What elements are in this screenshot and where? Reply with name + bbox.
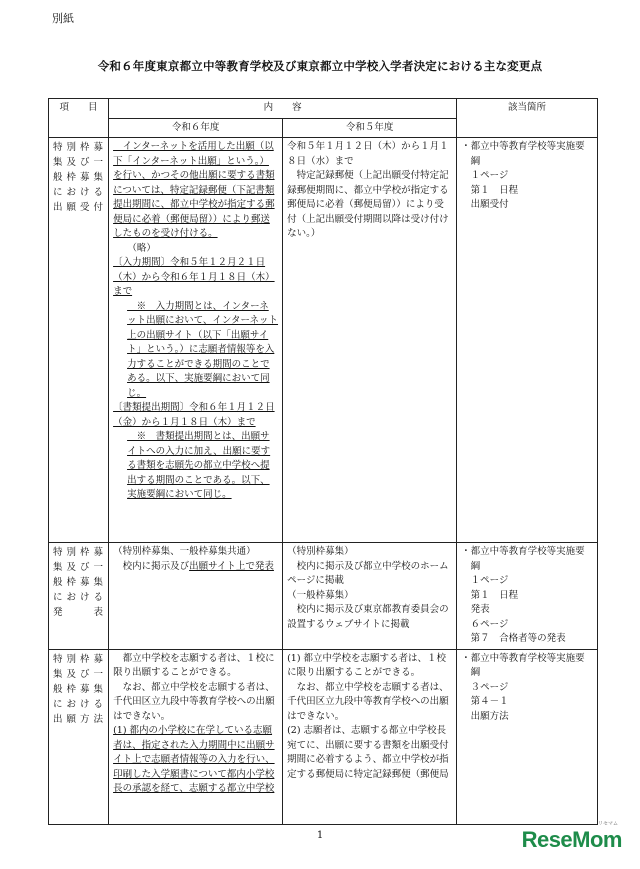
location-cell: [457, 649, 598, 824]
r6-content-cell: [109, 543, 283, 650]
paragraph: インターネットを活用した出願（以下「インターネット出願」という。）を行い、かつその他出願に要する書類については、特定記録郵便（下記書類提出期間に、都立中学校が指定する郵便局に必着（郵便局留））により郵送したものを受け付ける。: [113, 141, 275, 239]
paragraph: なお、都立中学校を志願する者は、千代田区立九段中等教育学校への出願はできない。: [113, 681, 275, 722]
header-item: 項 目: [49, 99, 109, 138]
location-line: 第７ 合格者等の発表: [461, 633, 566, 644]
location-line: 第１ 日程: [461, 184, 519, 196]
r5-content-cell: [283, 649, 457, 824]
page-number: 1: [316, 830, 324, 841]
location-line: 第４－１: [461, 696, 509, 707]
location-line: 出願方法: [461, 710, 509, 722]
location-line: 第１ 日程: [461, 589, 519, 601]
location-line: 綱: [461, 560, 481, 572]
table-row: [49, 543, 598, 650]
location-line: 出願受付: [461, 199, 509, 210]
r6-content-cell: [109, 138, 283, 543]
paragraph: （略）: [113, 242, 156, 254]
corner-label: 別紙: [52, 12, 74, 25]
paragraph: （特別枠募集、一般枠募集共通）: [113, 546, 256, 557]
table-row: [49, 649, 598, 824]
row-item-label: 特別枠募集及び一般枠募集における出願受付: [49, 138, 109, 543]
changes-table: [48, 98, 598, 825]
logo-subtext: リセマム: [598, 821, 618, 827]
paragraph: 都立中学校を志願する者は、１校に限り出願することができる。: [113, 652, 275, 678]
paragraph: 〔書類提出期間〕令和６年１月１２日（金）から１月１８日（木）まで: [113, 402, 275, 428]
paragraph: (1) 都内の小学校に在学している志願者は、指定された入力期間中に出願サイト上で志願者情報等の入力を行い、印刷した入学願書について都内小学校長の承認を経て、志願する都立中学校: [113, 725, 275, 794]
row-item-label: 特別枠募集及び一般枠募集における発表: [49, 543, 109, 650]
resemom-logo: ReseMom: [521, 827, 622, 852]
paragraph: 令和５年１月１２日（木）から１月１８日（水）まで: [287, 141, 449, 167]
location-line: ・都立中等教育学校等実施要: [461, 141, 585, 152]
paragraph: （特別枠募集）: [287, 546, 354, 557]
paragraph: 校内に掲示及び出願サイト上で発表: [113, 560, 274, 572]
table-row: [49, 138, 598, 543]
header-location: 該当箇所: [457, 99, 598, 138]
paragraph: (1) 都立中学校を志願する者は、１校に限り出願することができる。: [287, 652, 447, 678]
paragraph: 特定記録郵便（上記出願受付特定記録郵便期間に、都立中学校が指定する郵便局に必着（郵便局留））により受付（上記出願受付期間以降は受け付けない。）: [287, 170, 449, 239]
location-cell: [457, 138, 598, 543]
paragraph: 校内に掲示及び都立中学校のホームページに掲載: [287, 560, 449, 586]
location-line: ６ページ: [461, 618, 509, 630]
header-r6: 令和６年度: [109, 118, 283, 138]
location-line: 綱: [461, 155, 481, 167]
document-title: 令和６年度東京都立中等教育学校及び東京都立中学校入学者決定における主な変更点: [97, 59, 543, 73]
row-item-label: 特別枠募集及び一般枠募集における出願方法: [49, 649, 109, 824]
paragraph: (2) 志願者は、志願する都立中学校長宛てに、出願に要する書類を出願受付期間に必着するよう、都立中学校が指定する郵便局に特定記録郵便（郵便局: [287, 725, 449, 780]
paragraph: 校内に掲示及び東京都教育委員会の設置するウェブサイトに掲載: [287, 604, 449, 630]
r6-content-cell: [109, 649, 283, 824]
location-cell: [457, 543, 598, 650]
r5-content-cell: [283, 138, 457, 543]
paragraph: なお、都立中学校を志願する者は、千代田区立九段中等教育学校への出願はできない。: [287, 681, 449, 722]
header-content: 内 容: [109, 99, 457, 119]
location-line: ・都立中等教育学校等実施要: [461, 546, 585, 557]
location-line: ・都立中等教育学校等実施要: [461, 652, 585, 664]
paragraph: ※ 入力期間とは、インターネット出願において、インターネット上の出願サイト（以下「出願サイト」という。）に志願者情報等を入力することができる期間のことである。以下、実施要綱において同じ。: [127, 300, 279, 399]
paragraph: ※ 書類提出期間とは、出願サイトへの入力に加え、出願に要する書類を志願先の都立中学校へ提出する期間のことである。以下、実施要綱において同じ。: [127, 431, 271, 500]
header-r5: 令和５年度: [283, 118, 457, 138]
location-line: ３ページ: [461, 681, 509, 693]
location-line: 発表: [461, 604, 490, 615]
location-line: １ページ: [461, 575, 509, 586]
paragraph: 〔入力期間〕令和５年１２月２１日（木）から令和６年１月１８日（木）まで: [113, 257, 275, 297]
location-line: １ページ: [461, 170, 509, 181]
r5-content-cell: [283, 543, 457, 650]
paragraph: （一般枠募集）: [287, 589, 354, 601]
location-line: 綱: [461, 667, 481, 678]
